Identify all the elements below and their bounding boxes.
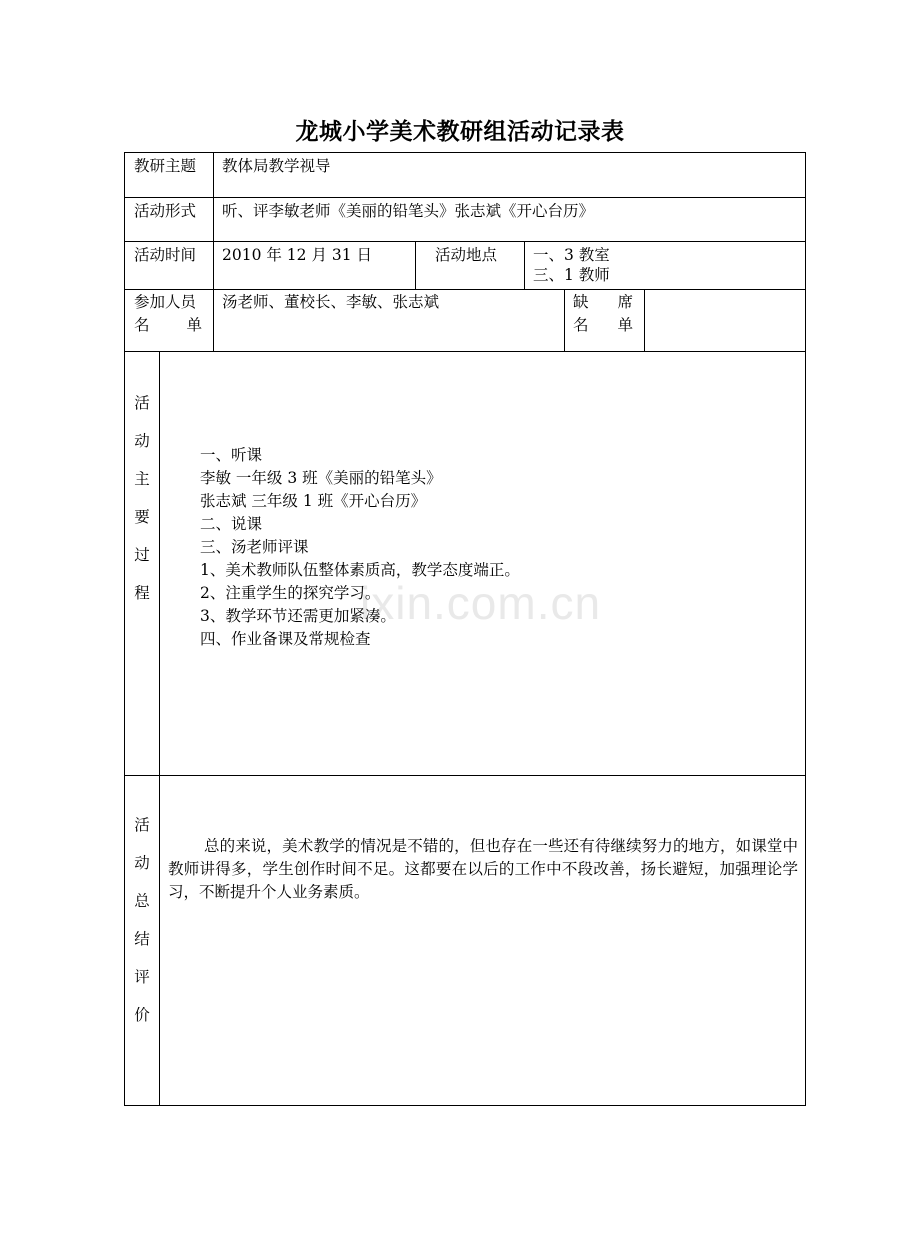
column-divider — [415, 241, 416, 289]
process-label-char: 活 — [134, 394, 150, 412]
page-title: 龙城小学美术教研组活动记录表 — [295, 118, 625, 145]
process-line: 1、美术教师队伍整体素质高，教学态度端正。 — [200, 561, 520, 579]
place-value-2: 三、1 教师 — [533, 266, 610, 284]
process-line: 四、作业备课及常规检查 — [200, 630, 371, 648]
process-label-char: 动 — [134, 432, 150, 450]
absent-label-char: 缺 — [573, 293, 589, 311]
process-label-char: 要 — [134, 508, 150, 526]
time-label: 活动时间 — [134, 246, 197, 264]
form-label: 活动形式 — [134, 202, 197, 220]
watermark: ixin.com.cn — [360, 577, 602, 629]
column-divider — [159, 351, 160, 1106]
absent-label-char: 单 — [617, 316, 633, 334]
row-divider — [124, 775, 806, 776]
absent-label-char: 席 — [617, 293, 633, 311]
summary-text: 总的来说，美术教学的情况是不错的，但也存在一些还有待继续努力的地方，如课堂中教师讲得多，学生创作时间不足。这都要在以后的工作中不段改善，扬长避短，加强理论学习，不断提升个人业务素质。 — [168, 837, 798, 901]
place-label: 活动地点 — [435, 246, 498, 264]
process-line: 一、听课 — [200, 446, 263, 464]
process-line: 2、注重学生的探究学习。 — [200, 584, 381, 602]
row-divider — [124, 289, 806, 290]
summary-label-char: 价 — [134, 1006, 150, 1024]
summary-label-char: 结 — [134, 930, 150, 948]
summary-label — [125, 815, 159, 1043]
row-divider — [124, 241, 806, 242]
process-label-char: 程 — [134, 584, 150, 602]
summary-label-char: 总 — [134, 892, 150, 910]
process-label-char: 主 — [134, 470, 150, 488]
process-label — [125, 393, 159, 621]
row-divider — [124, 197, 806, 198]
process-content — [200, 444, 520, 651]
absent-label-2 — [573, 315, 633, 335]
participants-value: 汤老师、董校长、李敏、张志斌 — [222, 293, 440, 311]
row-divider — [124, 351, 806, 352]
process-line: 3、教学环节还需更加紧凑。 — [200, 607, 396, 625]
absent-label-char: 名 — [573, 316, 589, 334]
column-divider — [213, 152, 214, 351]
summary-label-char: 评 — [134, 968, 150, 986]
participants-label-2 — [134, 315, 202, 335]
column-divider — [644, 289, 645, 351]
participants-label-char: 名 — [134, 316, 150, 334]
topic-value: 教体局教学视导 — [222, 157, 331, 175]
time-value: 2010 年 12 月 31 日 — [222, 246, 373, 264]
topic-label: 教研主题 — [134, 157, 197, 175]
participants-label-char: 单 — [186, 316, 202, 334]
process-line: 张志斌 三年级 1 班《开心台历》 — [200, 492, 427, 510]
process-line: 李敏 一年级 3 班《美丽的铅笔头》 — [200, 469, 442, 487]
summary-label-char: 动 — [134, 854, 150, 872]
process-label-char: 过 — [134, 546, 150, 564]
column-divider — [524, 241, 525, 289]
place-value-1: 一、3 教室 — [533, 246, 610, 264]
process-line: 二、说课 — [200, 515, 263, 533]
column-divider — [564, 289, 565, 351]
participants-label: 参加人员 — [134, 293, 197, 311]
form-value: 听、评李敏老师《美丽的铅笔头》张志斌《开心台历》 — [222, 202, 595, 220]
process-line: 三、汤老师评课 — [200, 538, 309, 556]
summary-label-char: 活 — [134, 816, 150, 834]
absent-label-1 — [573, 292, 633, 312]
